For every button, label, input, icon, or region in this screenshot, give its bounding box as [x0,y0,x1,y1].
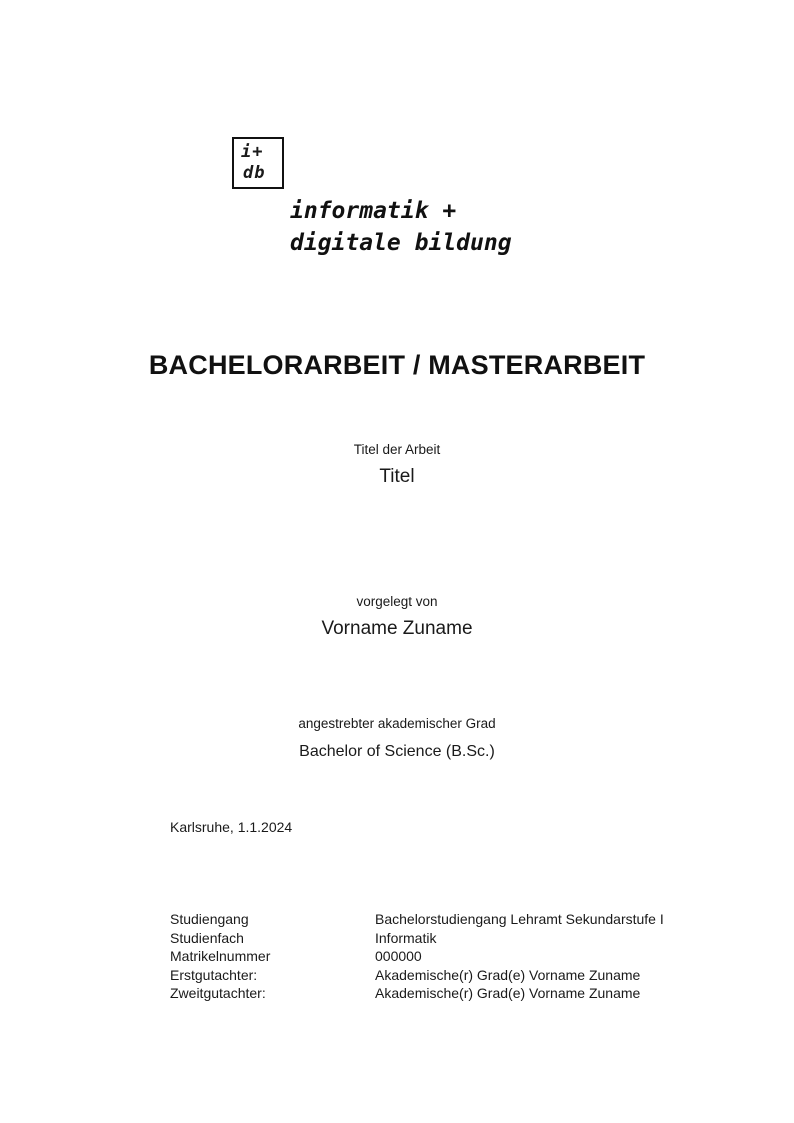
logo-mark-icon [232,137,284,189]
degree-label: angestrebter akademischer Grad [298,716,496,731]
author-value: Vorname Zuname [321,618,473,639]
thesis-title-label: Titel der Arbeit [353,442,441,457]
metadata-row [170,984,730,1003]
metadata-row [170,910,730,929]
logo-wordmark-line1: informatik + [290,198,457,224]
metadata-row [170,929,730,948]
metadata-key: Studiengang [170,911,249,927]
author-group [0,592,794,643]
metadata-key: Studienfach [170,929,244,946]
metadata-key: Erstgutachter: [170,966,258,983]
metadata-table [170,910,730,1003]
logo-mark-top-text: i+ [241,142,264,162]
logo-mark-bottom-text: db [243,163,266,183]
page-title: BACHELORARBEIT / MASTERARBEIT [148,350,646,380]
degree-group [0,714,794,764]
author-label: vorgelegt von [356,594,438,609]
metadata-key: Zweitgutachter: [170,985,266,1001]
metadata-value: Akademische(r) Grad(e) Vorname Zuname [375,966,641,983]
metadata-value: Akademische(r) Grad(e) Vorname Zuname [375,985,641,1001]
metadata-row [170,966,730,985]
metadata-table-body [170,910,730,1003]
logo-wordmark [290,195,512,259]
logo-wordmark-line2: digitale bildung [290,230,512,256]
thesis-title-group [0,440,794,491]
thesis-title-value: Titel [379,466,415,487]
degree-value: Bachelor of Science (B.Sc.) [299,743,495,760]
metadata-value: 000000 [375,948,422,964]
place-and-date: Karlsruhe, 1.1.2024 [170,819,293,835]
metadata-value: Informatik [375,929,437,946]
metadata-value: Bachelorstudiengang Lehramt Sekundarstufe I [375,911,664,927]
institution-logo [232,137,652,256]
metadata-row [170,947,730,966]
metadata-key: Matrikelnummer [170,948,271,964]
